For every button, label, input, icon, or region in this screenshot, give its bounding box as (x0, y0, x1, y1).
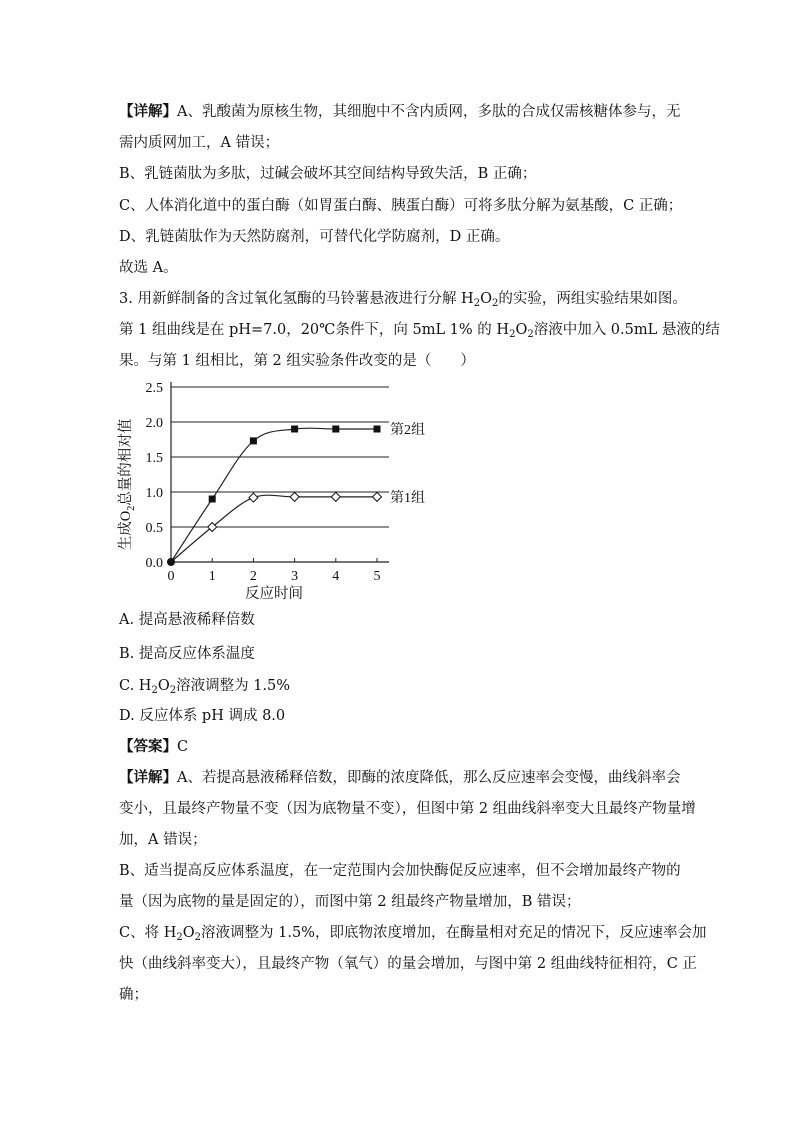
detail-line-1: 【详解】A、若提高悬液稀释倍数，即酶的浓度降低，那么反应速率会变慢，曲线斜率会 (119, 769, 681, 786)
detail-label: 【详解】 (119, 103, 177, 120)
detail-line-6: C、将 $H_2O_2$溶液调整为 1.5%，即底物浓度增加，在酶量相对充足的情况下，反应速率会加 (119, 925, 707, 943)
chart-gridlines (171, 387, 389, 527)
chart-axes (171, 382, 389, 562)
x-tick-label: 2 (249, 569, 257, 584)
explanation-text: A、乳酸菌为原核生物，其细胞中不含内质网，多肽的合成仅需核糖体参与，无 (177, 104, 681, 120)
series-label: 第2组 (390, 423, 425, 438)
answer-line (119, 737, 188, 757)
detail-label-2: 【详解】 (119, 769, 177, 786)
y-tick-label: 1.5 (145, 451, 163, 466)
series-marker-square (250, 437, 257, 444)
x-axis-label: 反应时间 (245, 586, 303, 602)
option-b: B. 提高反应体系温度 (119, 646, 255, 662)
y-tick-label: 1.0 (145, 486, 163, 501)
detail-line-5: 量（因为底物的量是固定的），而图中第 2 组最终产物量增加，B 错误； (119, 894, 581, 910)
question-line-3: 果。与第 1 组相比，第 2 组实验条件改变的是（ ） (119, 353, 475, 369)
origin-point (167, 558, 175, 566)
question-line-1: 3. 用新鲜制备的含过氧化氢酶的马铃薯悬液进行分解 $H_2O_2$的实验，两组实验结果如图。 (119, 291, 687, 309)
explanation-line-4: C、人体消化道中的蛋白酶（如胃蛋白酶、胰蛋白酶）可将多肽分解为氨基酸，C 正确； (119, 198, 683, 214)
series-label: 第1组 (390, 490, 425, 506)
answer-label: 【答案】 (119, 738, 177, 755)
x-tick-label: 4 (332, 569, 340, 584)
series-marker-diamond (331, 492, 340, 501)
o2-chart (110, 372, 440, 606)
x-tick-label: 3 (291, 569, 299, 584)
option-d: D. 反应体系 pH 调成 8.0 (119, 708, 286, 724)
series-marker-square (332, 426, 339, 433)
series-marker-diamond (249, 493, 258, 502)
option-c: C. $H_2O_2$溶液调整为 1.5% (119, 678, 291, 696)
series-marker-square (209, 496, 216, 503)
series-line-2 (171, 495, 377, 562)
detail-line-2: 变小，且最终产物量不变（因为底物量不变），但图中第 2 组曲线斜率变大且最终产物量增 (119, 801, 696, 817)
series-marker-diamond (290, 492, 299, 501)
series-marker-diamond (373, 492, 382, 501)
y-tick-label: 2.5 (145, 381, 163, 396)
series-marker-square (374, 426, 381, 433)
y-tick-label: 0.5 (145, 521, 163, 536)
series-marker-square (291, 426, 298, 433)
explanation-line-3: B、乳链菌肽为多肽，过碱会破坏其空间结构导致失活，B 正确； (119, 166, 537, 182)
y-tick-label: 2.0 (145, 416, 163, 431)
question-line-2: 第 1 组曲线是在 pH=7.0，20℃条件下，向 5mL 1% 的 $H_2O_2$溶液中加入 0.5mL 悬液的结 (119, 322, 720, 340)
y-tick-label: 0.0 (145, 556, 163, 571)
explanation-line-2: 需内质网加工，A 错误； (119, 135, 280, 151)
conclusion-line: 故选 A。 (119, 260, 178, 276)
explanation-line-1 (119, 102, 680, 122)
x-tick-label: 5 (373, 569, 381, 584)
chart-series-lines (171, 428, 377, 562)
answer-value: C (177, 739, 189, 755)
x-tick-label: 0 (167, 569, 175, 584)
detail-line-8: 确； (119, 987, 148, 1003)
x-tick-label: 1 (208, 569, 216, 584)
y-axis-label: 生成$O_2$总量的相对值 (118, 418, 137, 551)
option-a: A. 提高悬液稀释倍数 (119, 612, 255, 628)
detail-line-7: 快（曲线斜率变大），且最终产物（氧气）的量会增加，与图中第 2 组曲线特征相符，C 正 (119, 956, 697, 972)
detail-line-4: B、适当提高反应体系温度，在一定范围内会加快酶促反应速率，但不会增加最终产物的 (119, 863, 681, 879)
detail-line-3: 加，A 错误； (119, 832, 207, 848)
explanation-line-5: D、乳链菌肽作为天然防腐剂，可替代化学防腐剂，D 正确。 (119, 229, 510, 245)
